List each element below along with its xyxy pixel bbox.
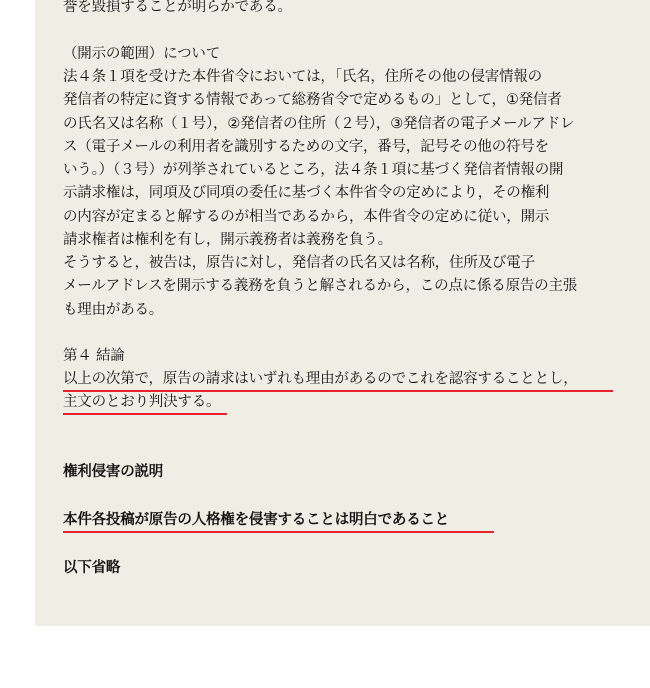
text-line: 請求権者は権利を有し，開示義務者は義務を負う。 (63, 232, 392, 248)
text-line: 示請求権は，同項及び同項の委任に基づく本件省令の定めにより，その権利 (63, 185, 550, 201)
conclusion-line-highlighted: 主文のとおり判決する。 (63, 394, 221, 410)
disclosure-heading: （開示の範囲）について (63, 46, 221, 62)
conclusion-heading: 第４ 結論 (63, 348, 125, 364)
red-underline (63, 413, 227, 415)
text-line: も理由がある。 (63, 302, 164, 318)
omitted-note: 以下省略 (63, 560, 121, 576)
text-line: そうすると，被告は，原告に対し，発信者の氏名又は名称，住所及び電子 (63, 255, 535, 271)
text-line: 法４条１項を受けた本件省令においては，「氏名，住所その他の侵害情報の (63, 69, 542, 85)
infringement-statement: 本件各投稿が原告の人格権を侵害することは明白であること (63, 512, 450, 528)
text-line: の内容が定まると解するのが相当であるから，本件省令の定めに従い，開示 (63, 209, 550, 225)
text-line: いう。）（３号）が列挙されているところ，法４条１項に基づく発信者情報の開 (63, 162, 564, 178)
text-line: ス（電子メールの利用者を識別するための文字，番号，記号その他の符号を (63, 139, 549, 155)
infringement-heading: 権利侵害の説明 (63, 464, 164, 480)
red-underline (63, 531, 494, 533)
text-line-top-fragment: 誉を毀損することが明らかである。 (63, 0, 292, 15)
text-line: メールアドレスを開示する義務を負うと解されるから，この点に係る原告の主張 (63, 278, 578, 294)
text-line: の氏名又は名称（１号），②発信者の住所（２号），③発信者の電子メールアドレ (63, 116, 575, 132)
conclusion-line-highlighted: 以上の次第で，原告の請求はいずれも理由があるのでこれを認容することとし， (63, 371, 578, 387)
text-line: 発信者の特定に資する情報であって総務省令で定めるもの」として，①発信者 (63, 92, 562, 108)
